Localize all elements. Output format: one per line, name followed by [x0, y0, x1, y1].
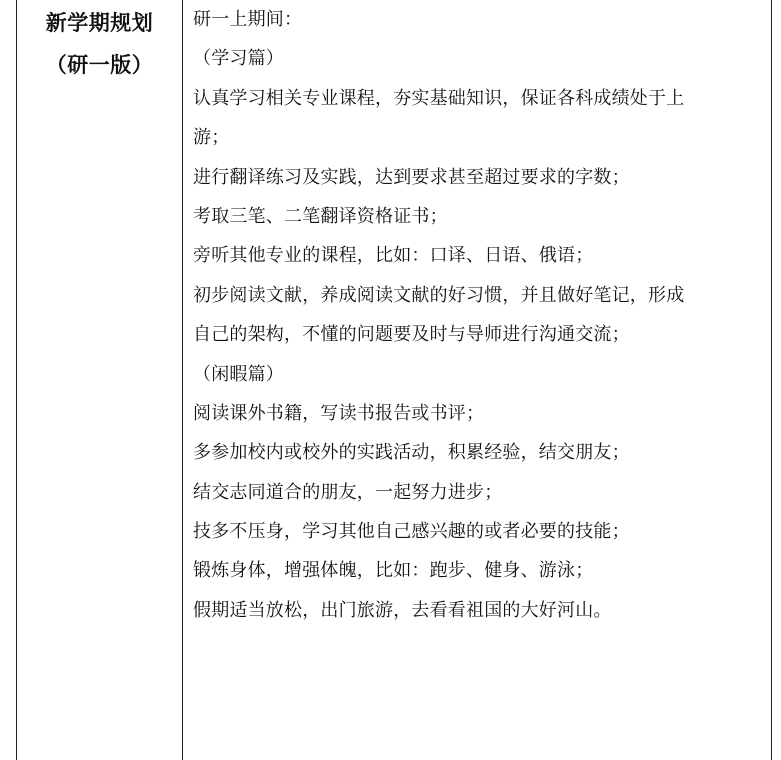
plan-line: 初步阅读文献，养成阅读文献的好习惯，并且做好笔记，形成: [193, 284, 685, 306]
plan-line: 假期适当放松，出门旅游，去看看祖国的大好河山。: [193, 599, 612, 621]
plan-line: 技多不压身，学习其他自己感兴趣的或者必要的技能；: [193, 521, 630, 543]
plan-title: 新学期规划: [45, 11, 154, 35]
title-cell: [17, 0, 183, 760]
plan-line: 进行翻译练习及实践，达到要求甚至超过要求的字数；: [193, 166, 630, 188]
plan-line: 多参加校内或校外的实践活动，积累经验，结交朋友；: [193, 442, 630, 464]
plan-line: （闲暇篇）: [193, 363, 284, 385]
plan-line: 自己的架构，不懂的问题要及时与导师进行沟通交流；: [193, 324, 630, 346]
plan-line: 研一上期间：: [193, 9, 303, 30]
plan-line: 认真学习相关专业课程，夯实基础知识，保证各科成绩处于上: [193, 87, 685, 109]
plan-line: 锻炼身体，增强体魄，比如：跑步、健身、游泳；: [193, 560, 594, 582]
content-cell: [183, 0, 771, 760]
plan-line: （学习篇）: [193, 48, 284, 70]
plan-line: 游；: [193, 127, 230, 149]
plan-line: 旁听其他专业的课程，比如：口译、日语、俄语；: [193, 245, 594, 267]
plan-table: [16, 0, 772, 760]
plan-edition: （研一版）: [45, 53, 154, 77]
plan-line: 考取三笔、二笔翻译资格证书；: [193, 205, 448, 227]
plan-line: 结交志同道合的朋友，一起努力进步；: [193, 481, 503, 503]
plan-line: 阅读课外书籍，写读书报告或书评；: [193, 402, 485, 424]
